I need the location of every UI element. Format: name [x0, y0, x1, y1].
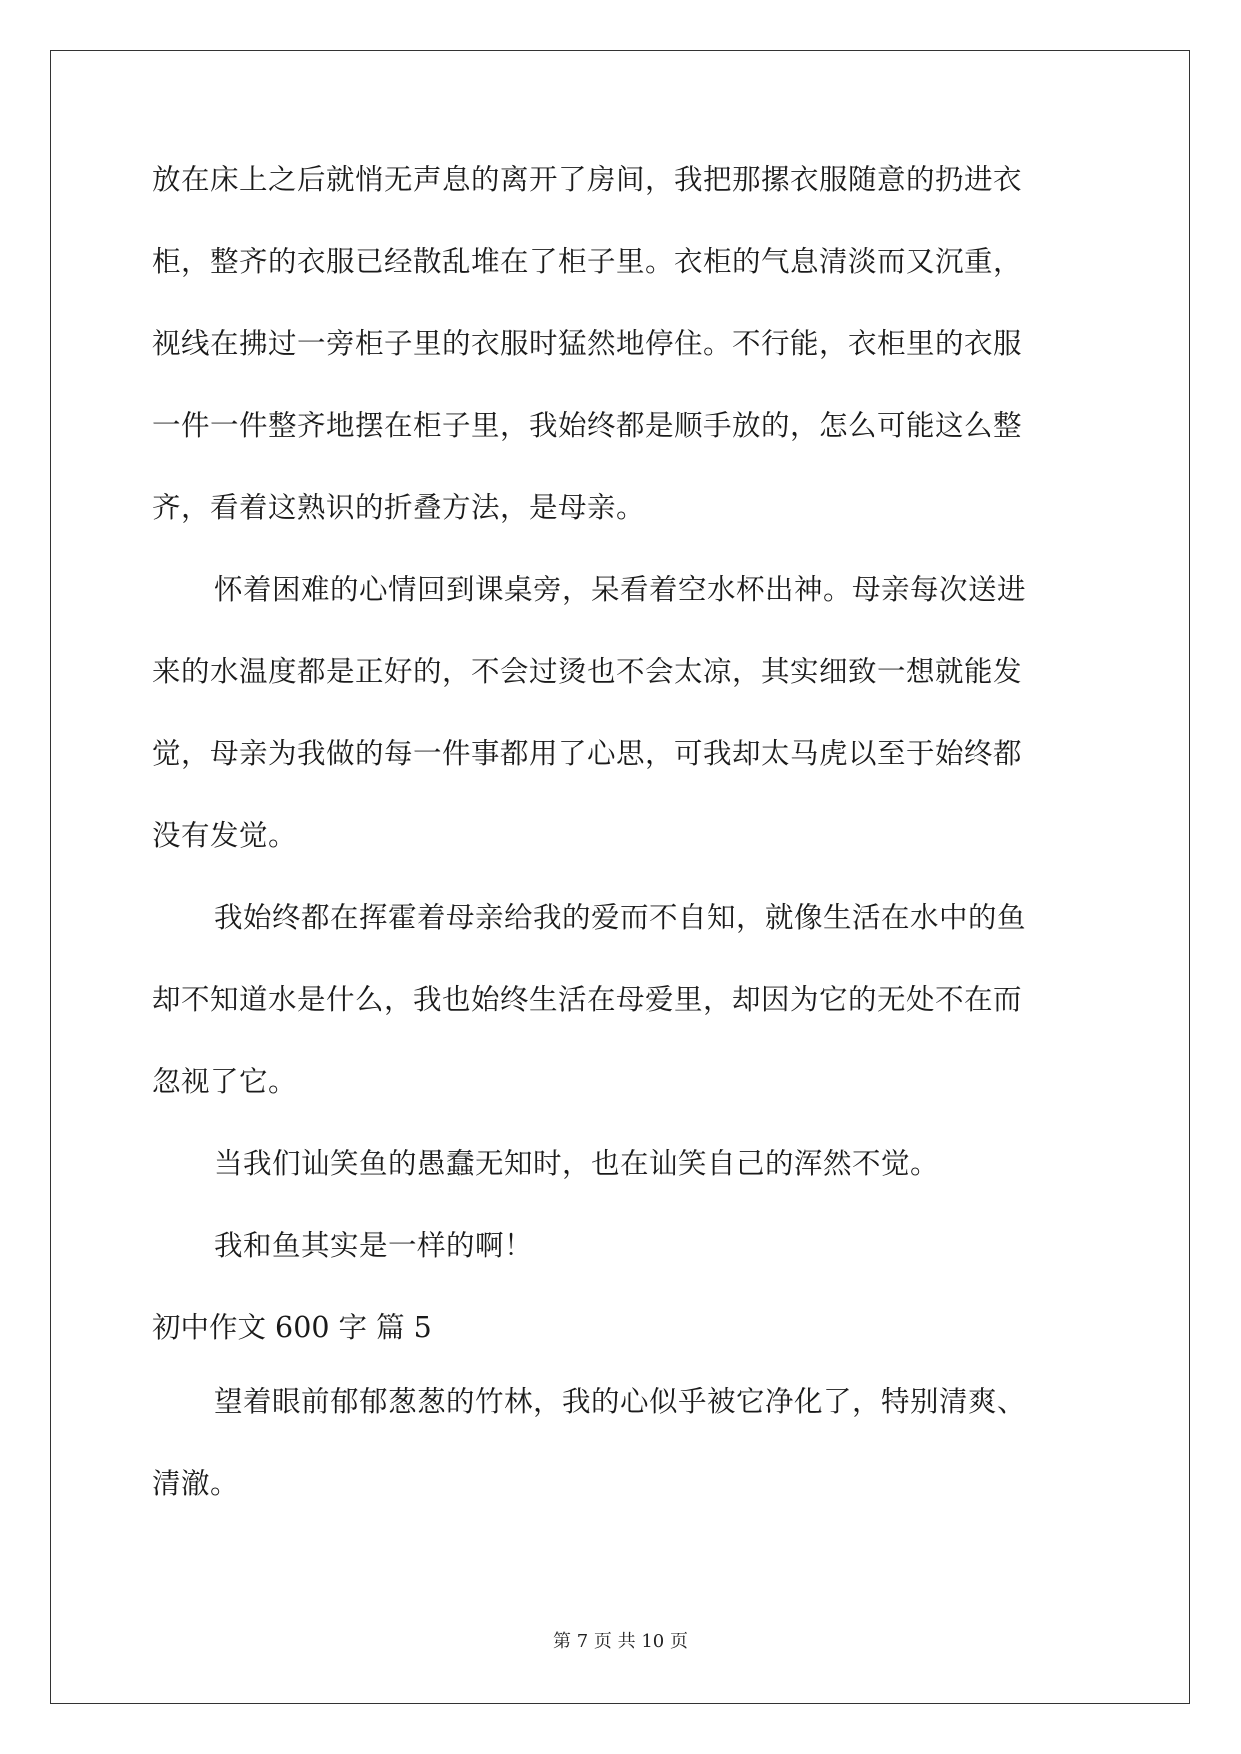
- text-line: 却不知道水是什么，我也始终生活在母爱里，却因为它的无处不在而: [152, 983, 1023, 1016]
- text-line: 柜，整齐的衣服已经散乱堆在了柜子里。衣柜的气息清淡而又沉重，: [152, 245, 1023, 278]
- text-line: 齐，看着这熟识的折叠方法，是母亲。: [152, 491, 646, 524]
- text-line: 没有发觉。: [152, 819, 298, 852]
- text-line: 视线在拂过一旁柜子里的衣服时猛然地停住。不行能，衣柜里的衣服: [152, 327, 1023, 360]
- section-heading: 初中作文 600 字 篇 5: [152, 1311, 432, 1344]
- document-body: [152, 162, 1088, 1548]
- page-number-footer: 第 7 页 共 10 页: [553, 1631, 688, 1652]
- text-line: 当我们讪笑鱼的愚蠢无知时，也在讪笑自己的浑然不觉。: [214, 1147, 940, 1180]
- text-line: 我和鱼其实是一样的啊！: [214, 1229, 534, 1262]
- text-line: 望着眼前郁郁葱葱的竹林，我的心似乎被它净化了，特别清爽、: [214, 1385, 1027, 1418]
- text-line: 一件一件整齐地摆在柜子里，我始终都是顺手放的，怎么可能这么整: [152, 409, 1023, 442]
- text-line: 觉，母亲为我做的每一件事都用了心思，可我却太马虎以至于始终都: [152, 737, 1023, 770]
- text-line: 我始终都在挥霍着母亲给我的爱而不自知，就像生活在水中的鱼: [214, 901, 1027, 934]
- text-line: 忽视了它。: [152, 1065, 298, 1098]
- text-line: 来的水温度都是正好的，不会过烫也不会太凉，其实细致一想就能发: [152, 655, 1023, 688]
- text-line: 怀着困难的心情回到课桌旁，呆看着空水杯出神。母亲每次送进: [214, 573, 1027, 606]
- text-line: 清澈。: [152, 1467, 240, 1500]
- text-line: 放在床上之后就悄无声息的离开了房间，我把那摞衣服随意的扔进衣: [152, 163, 1023, 196]
